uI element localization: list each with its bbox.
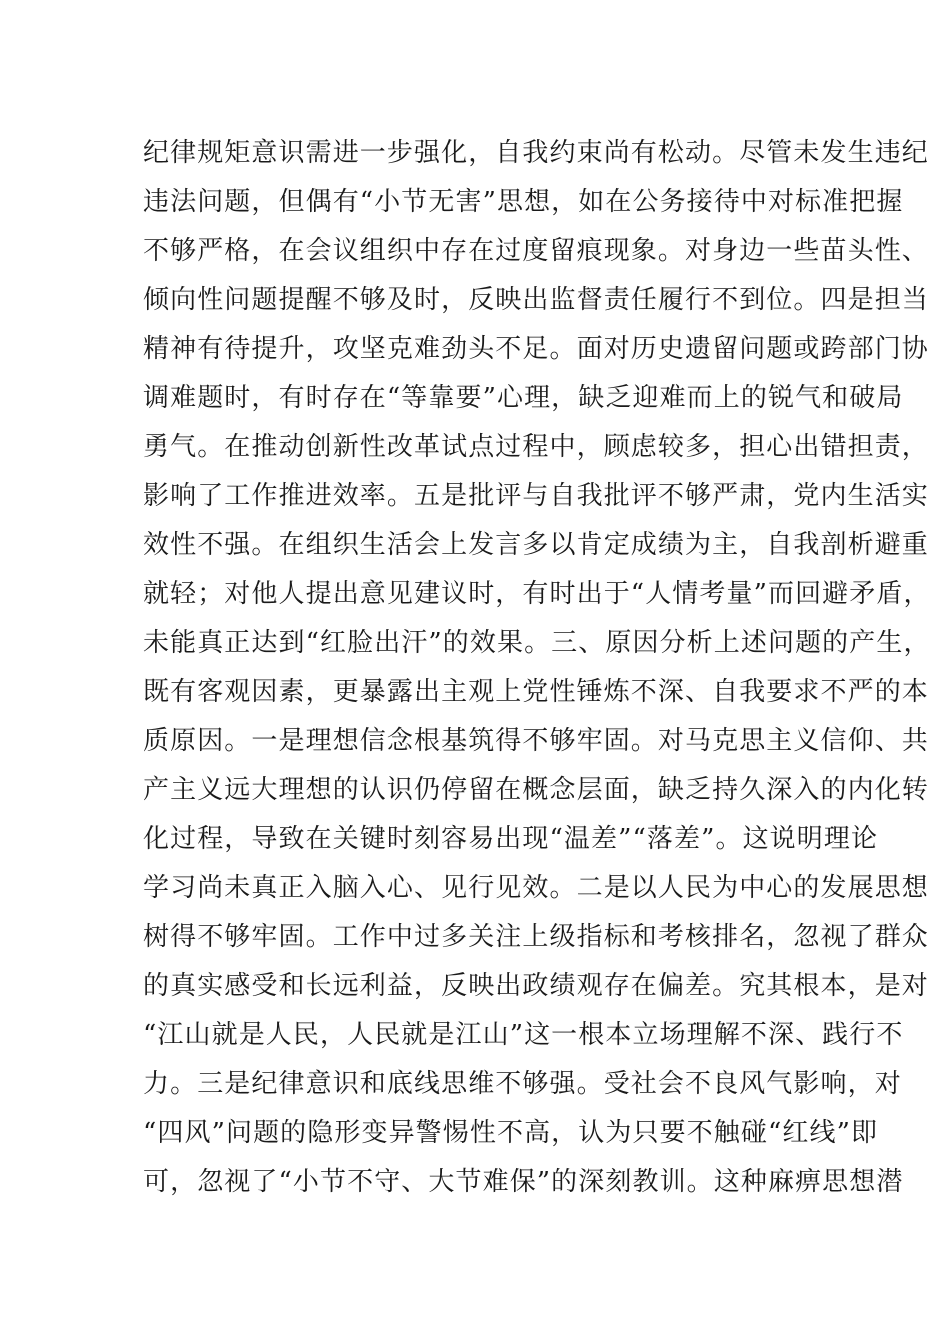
text-line: “四风”问题的隐形变异警惕性不高，认为只要不触碰“红线”即 [143,1118,879,1148]
text-line: 力。三是纪律意识和底线思维不够强。受社会不良风气影响，对 [143,1069,902,1099]
text-line: 影响了工作推进效率。五是批评与自我批评不够严肃，党内生活实 [143,481,929,511]
text-line: 倾向性问题提醒不够及时，反映出监督责任履行不到位。四是担当 [143,285,929,315]
text-line: 就轻；对他人提出意见建议时，有时出于“人情考量”而回避矛盾， [143,579,931,609]
text-line: 调难题时，有时存在“等靠要”心理，缺乏迎难而上的锐气和破局 [143,383,904,413]
text-line: 既有客观因素，更暴露出主观上党性锤炼不深、自我要求不严的本 [143,677,929,707]
text-line: 不够严格，在会议组织中存在过度留痕现象。对身边一些苗头性、 [143,236,929,266]
text-line: 效性不强。在组织生活会上发言多以肯定成绩为主，自我剖析避重 [143,530,929,560]
text-line: 可，忽视了“小节不守、大节难保”的深刻教训。这种麻痹思想潜 [143,1167,904,1197]
text-line: 纪律规矩意识需进一步强化，自我约束尚有松动。尽管未发生违纪 [143,138,929,168]
text-line: 勇气。在推动创新性改革试点过程中，顾虑较多，担心出错担责， [143,432,929,462]
text-line: 学习尚未真正入脑入心、见行见效。二是以人民为中心的发展思想 [143,873,929,903]
text-line: 产主义远大理想的认识仍停留在概念层面，缺乏持久深入的内化转 [143,775,929,805]
text-line: 树得不够牢固。工作中过多关注上级指标和考核排名，忽视了群众 [143,922,929,952]
text-line: 未能真正达到“红脸出汗”的效果。三、原因分析上述问题的产生， [143,628,931,658]
body-text [143,129,931,1207]
text-line: 质原因。一是理想信念根基筑得不够牢固。对马克思主义信仰、共 [143,726,929,756]
text-line: 的真实感受和长远利益，反映出政绩观存在偏差。究其根本，是对 [143,971,929,1001]
text-line: 精神有待提升，攻坚克难劲头不足。面对历史遗留问题或跨部门协 [143,334,929,364]
text-line: 违法问题，但偶有“小节无害”思想，如在公务接待中对标准把握 [143,187,904,217]
text-line: 化过程，导致在关键时刻容易出现“温差”“落差”。这说明理论 [143,824,879,854]
text-line: “江山就是人民，人民就是江山”这一根本立场理解不深、践行不 [143,1020,904,1050]
